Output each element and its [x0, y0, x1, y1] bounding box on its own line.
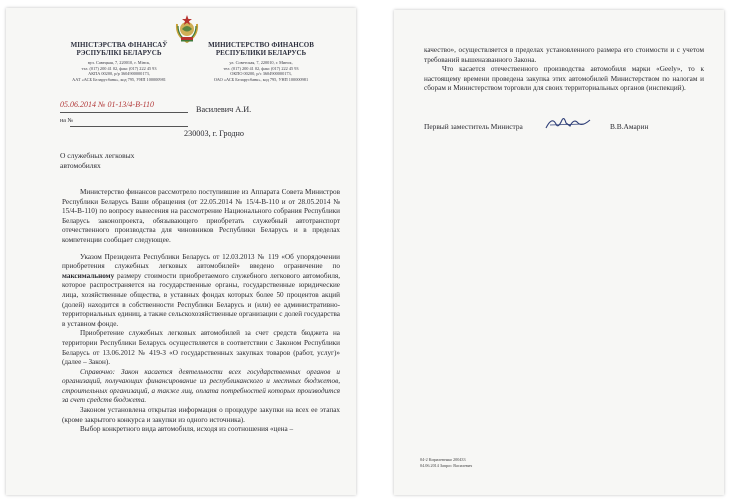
paragraph-3: Приобретение служебных легковых автомобилей за счет средств бюджета на территории Республики Беларусь осуществляется в соответствии с Законом Республики Беларусь от 13.06.2012 № 419-З «О государственных закупках товаров (работ, услуг)» (далее – Закон).	[62, 329, 340, 367]
reference-underline	[70, 126, 188, 127]
header-right-phone: тел. (017) 200 41 02, факс (017) 222 45 93	[223, 65, 299, 71]
letter-page-1	[6, 8, 356, 495]
header-right-title-2: РЕСПУБЛИКИ БЕЛАРУСЬ	[215, 49, 307, 57]
letter-page-2	[394, 10, 724, 495]
handwritten-date-number: 05.06.2014 № 01-13/4-В-110	[60, 100, 155, 109]
paragraph-2-start: Указом Президента Республики Беларусь от 12.03.2013 № 119 «Об упорядочении приобретения служебных легковых автомобилей» введено ограничение по	[62, 252, 340, 271]
paragraph-2-bold: максимальному	[62, 271, 115, 280]
state-emblem-icon	[173, 14, 201, 44]
header-left	[60, 41, 178, 82]
header-left-address: вул. Савецкая, 7, 220010, г. Мінск,	[87, 60, 151, 65]
header-left-phone: тэл. (017) 200 41 02, факс (017) 222 45 93	[81, 65, 157, 71]
paragraph-note: Справочно: Закон касается деятельности всех государственных органов и организаций, получающих финансирование из республиканского и местных бюджетов, строительных организаций, а также лиц, оплата потребностей которых производится за счет средств бюджета.	[62, 367, 340, 405]
letter-body-page-2	[424, 46, 704, 94]
recipient-name: Василевич А.И.	[196, 105, 252, 114]
header-right-codes: ОКПО 00200, р/с 3604900000173,	[230, 71, 292, 77]
signature-mark-icon	[544, 114, 594, 132]
footer-executor	[420, 457, 472, 468]
paragraph-1: Министерство финансов рассмотрело поступившие из Аппарата Совета Министров Республики Беларусь Ваши обращения (от 22.05.2014 № 15/4-В-110 и от 28.05.2014 № 15/4-В-110) по вопросу вынесения на рассмотрение Национального собрания Республики Беларусь законопроекта, обязывающего приобретать служебный автотранспорт отечественного производства для чиновников Республики Беларусь и в пределах компетенции сообщает следующее.	[62, 188, 340, 244]
header-left-title-2: РЭСПУБЛІКІ БЕЛАРУСЬ	[76, 49, 162, 57]
footer-line-2: 04.06.2014 Запрос Василевич	[420, 462, 473, 468]
paragraph-2	[62, 253, 340, 330]
signature-name: В.В.Амарин	[610, 122, 649, 131]
header-left-bank: ААТ «АСБ Беларусбанк», код 795, УНП 100000981	[72, 76, 166, 82]
paragraph-2-end: размеру стоимости приобретаемого служебного легкового автомобиля, которое распространяется на государственные органы, государственные юридические лица, хозяйственные общества, в уставных фондах которых более 50 процентов акций (долей) находится в собственности Республики Беларусь и (или) ее административно-территориальных единиц, а также сельскохозяйственные организации с долей государства в уставном фонде.	[62, 271, 341, 328]
header-right-address: ул. Советская, 7, 220010, г. Минск,	[229, 60, 293, 65]
reference-number-prefix: на №	[60, 118, 74, 124]
recipient-address: 230003, г. Гродно	[184, 129, 244, 138]
signature-title: Первый заместитель Министра	[424, 122, 523, 131]
header-right-title-1: МИНИСТЕРСТВО ФИНАНСОВ	[208, 41, 314, 49]
subject-line-1: О служебных легковых	[60, 151, 135, 160]
header-right-bank: ОАО «АСБ Беларусбанк», код 795, УНП 100000981	[213, 76, 309, 82]
subject	[60, 151, 134, 171]
paragraph-5: Выбор конкретного вида автомобиля, исходя из соотношения «цена –	[80, 425, 294, 434]
header-left-title-1: МІНІСТЭРСТВА ФІНАНСАЎ	[70, 41, 168, 49]
letter-body-page-1	[62, 188, 340, 435]
header-right	[196, 41, 326, 82]
page2-paragraph-2: Что касается отечественного производства автомобиля марки «Geely», то к настоящему времени проведена закупка этих автомобилей Министерством по налогам и сборам и Министерством торговли для своих территориальных органов (инспекций).	[424, 65, 704, 93]
date-underline	[60, 112, 188, 113]
subject-line-2: автомобилях	[60, 161, 101, 170]
paragraph-4: Законом установлена открытая информация о процедуре закупки на всех ее этапах (кроме закрытого конкурса и закупки из одного источника).	[62, 406, 340, 424]
page2-paragraph-1: качество», осуществляется в пределах установленного размера его стоимости и с учетом требований вышеназванного Закона.	[424, 46, 704, 64]
footer-line-1: 04-2 Кирилевенко 200433	[420, 457, 466, 462]
header-left-codes: АКПА 00200, р/р 3604900000173,	[88, 71, 150, 77]
